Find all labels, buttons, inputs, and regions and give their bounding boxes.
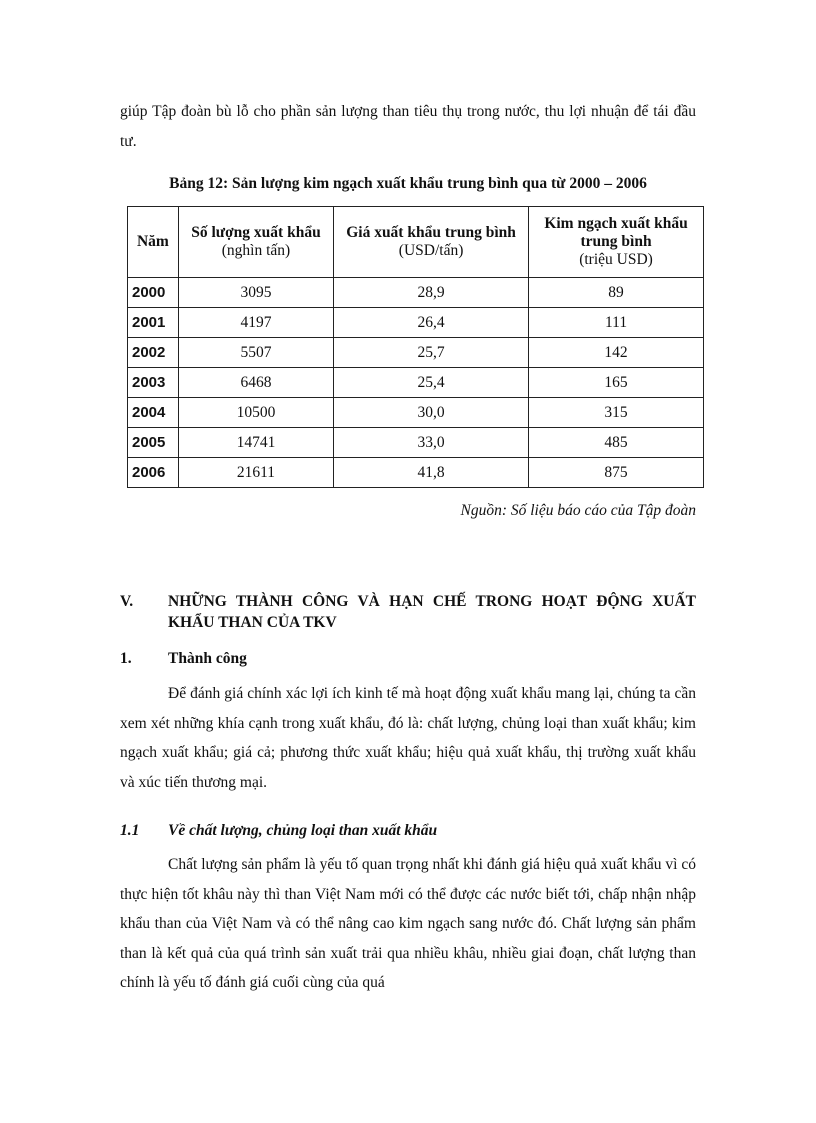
table-row: [128, 428, 704, 458]
table-row: [128, 338, 704, 368]
header-price-unit: (USD/tấn): [398, 242, 464, 259]
cell-quantity: 14741: [178, 428, 333, 458]
cell-turnover: 315: [529, 398, 704, 428]
table-row: [128, 368, 704, 398]
table-source: Nguồn: Số liệu báo cáo của Tập đoàn: [460, 502, 696, 519]
cell-year: 2005: [128, 428, 179, 458]
cell-price: 41,8: [334, 458, 529, 488]
cell-turnover: 165: [529, 368, 704, 398]
cell-turnover: 485: [529, 428, 704, 458]
cell-price: 25,4: [334, 368, 529, 398]
section-1-1-title: Về chất lượng, chủng loại than xuất khẩu: [168, 822, 438, 839]
cell-turnover: 111: [529, 308, 704, 338]
table-row: [128, 308, 704, 338]
section-v-title: NHỮNG THÀNH CÔNG VÀ HẠN CHẾ TRONG HOẠT ĐỘNG XUẤT KHẨU THAN CỦA TKV: [168, 593, 696, 631]
cell-turnover: 875: [529, 458, 704, 488]
section-1-title: Thành công: [168, 650, 247, 667]
header-quantity-unit: (nghìn tấn): [221, 242, 291, 259]
header-quantity-title: Số lượng xuất khẩu: [191, 224, 321, 241]
section-1-1-paragraph: Chất lượng sản phẩm là yếu tố quan trọng nhất khi đánh giá hiệu quả xuất khẩu vì có thực hiện tốt khâu này thì than Việt Nam mới có thể được các nước biết tới, chấp nhận nhập khẩu than của Việt Nam và có thể nâng cao kim ngạch sang nước đó. Chất lượng sản phẩm than là kết quả của quá trình sản xuất trải qua nhiều khâu, nhiều giai đoạn, chất lượng than chính là yếu tố đánh giá cuối cùng của quá: [120, 856, 696, 991]
header-turnover-title: Kim ngạch xuất khẩu trung bình: [544, 215, 688, 250]
section-v-heading: [120, 591, 696, 633]
intro-paragraph: giúp Tập đoàn bù lỗ cho phần sản lượng than tiêu thụ trong nước, thu lợi nhuận để tái đầu tư.: [120, 103, 696, 150]
cell-year: 2004: [128, 398, 179, 428]
cell-quantity: 6468: [178, 368, 333, 398]
cell-quantity: 3095: [178, 278, 333, 308]
section-1-number: 1.: [120, 650, 132, 667]
table-row: [128, 278, 704, 308]
header-price-title: Giá xuất khẩu trung bình: [346, 224, 516, 241]
cell-price: 28,9: [334, 278, 529, 308]
header-price: [334, 207, 529, 278]
table-row: [128, 398, 704, 428]
cell-year: 2006: [128, 458, 179, 488]
table-header-row: [128, 207, 704, 278]
cell-price: 25,7: [334, 338, 529, 368]
cell-turnover: 142: [529, 338, 704, 368]
cell-year: 2003: [128, 368, 179, 398]
section-1-heading: [120, 650, 247, 668]
cell-quantity: 5507: [178, 338, 333, 368]
cell-year: 2001: [128, 308, 179, 338]
cell-quantity: 10500: [178, 398, 333, 428]
section-1-1-number: 1.1: [120, 822, 140, 839]
cell-price: 26,4: [334, 308, 529, 338]
export-table: [127, 206, 704, 488]
cell-year: 2000: [128, 278, 179, 308]
cell-quantity: 4197: [178, 308, 333, 338]
section-1-1-heading: [120, 822, 437, 840]
cell-price: 30,0: [334, 398, 529, 428]
header-turnover-unit: (triệu USD): [579, 251, 653, 268]
header-year: Năm: [128, 207, 179, 278]
cell-quantity: 21611: [178, 458, 333, 488]
header-quantity: [178, 207, 333, 278]
section-v-number: V.: [120, 593, 134, 610]
table-caption: Bảng 12: Sản lượng kim ngạch xuất khẩu trung bình qua từ 2000 – 2006: [169, 175, 647, 192]
cell-price: 33,0: [334, 428, 529, 458]
header-turnover: [529, 207, 704, 278]
cell-year: 2002: [128, 338, 179, 368]
section-1-paragraph: Để đánh giá chính xác lợi ích kinh tế mà hoạt động xuất khẩu mang lại, chúng ta cần xem xét những khía cạnh trong xuất khẩu, đó là: chất lượng, chủng loại than xuất khẩu; kim ngạch xuất khẩu; giá cả; phương thức xuất khẩu; hiệu quả xuất khẩu, thị trường xuất khẩu và xúc tiến thương mại.: [120, 685, 696, 791]
cell-turnover: 89: [529, 278, 704, 308]
table-row: [128, 458, 704, 488]
